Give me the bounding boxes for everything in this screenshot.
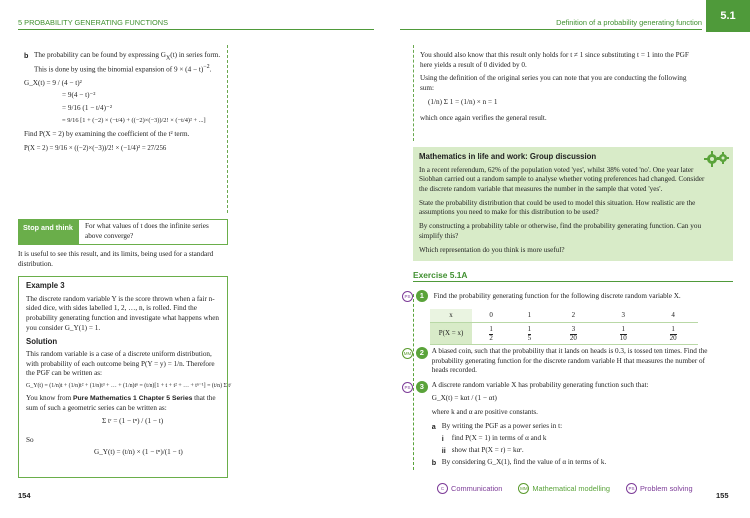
note-1: You should also know that this result only holds for t ≠ 1 since substituting t = 1 into the PGF here yields a result of 0 divided by 0. [420,51,689,69]
note-2: Using the definition of the original series you can note that you are conducting the following sum: [420,74,687,93]
so-text: So [26,436,34,445]
q2-number: 2 [416,347,428,359]
modelling-label: Mathematical modelling [532,483,610,493]
table-cell: 2 [548,309,598,323]
sum-eq: (1/n) Σ 1 = (1/n) × n = 1 [428,97,498,106]
q3-eq: G_X(t) = kαt / (1 − αt) [431,393,497,402]
q3-number: 3 [416,381,428,393]
table-cell: 1 [510,309,548,323]
table-cell: 3 [598,309,648,323]
q3-a-label: a [431,422,436,432]
result-eq: P(X = 2) = 9/16 × ((−2)×(−3))/2! × (−1/4)² = 27/256 [24,145,167,153]
modelling-badge: MM [402,348,413,359]
eq-gx: G_X(t) = 9 / (4 − t)² [24,78,82,87]
know-text-a: You know from [26,394,73,403]
communication-badge: C [437,483,448,494]
modelling-legend-badge: MM [518,483,529,494]
probability-table [430,309,698,345]
part-b-content [24,51,222,156]
q3-i-label: i [441,433,444,443]
table-label-x: x [430,309,472,323]
q3-i-text: find P(X = 1) in terms of α and k [451,433,547,442]
stop-think-text: For what values of t does the infinite series above converge? [85,222,209,240]
q3-text: A discrete random variable X has probability generating function such that: [431,381,649,389]
exercise-title: Exercise 5.1A [413,270,468,280]
life-content [419,152,711,255]
gears-icon [704,150,730,168]
page-number-left: 154 [18,491,31,500]
stop-think-box [18,219,228,245]
table-cell: $\frac{1}{5}$ [510,323,548,345]
know-text [26,394,222,413]
life-title: Mathematics in life and work: Group discussion [419,152,597,161]
part-b-text-c: . [209,64,212,73]
stop-think-label: Stop and think [19,220,79,244]
solution-title: Solution [26,337,58,347]
q3-where: where k and α are positive constants. [431,408,538,417]
example-title: Example 3 [26,281,65,290]
geo-eq: Σ tʳ = (1 − tⁿ) / (1 − t) [102,417,164,426]
part-b-label: b [24,51,29,60]
final-eq: G_Y(t) = (t/n) × (1 − tⁿ)/(1 − t) [94,447,183,456]
eq-factor: = 9/16 (1 − t/4)⁻² [62,104,112,113]
life-p2: State the probability distribution that could be used to model this situation. How realistic are the assumptions you need to make for this distribution to be used? [419,198,696,217]
table-cell: 4 [648,309,698,323]
header-rule-left [18,29,374,30]
q3 [402,381,720,468]
eq-power: = 9(4 − t)⁻² [62,91,96,100]
q1-text: Find the probability generating function for the following discrete random variable X. [433,292,681,300]
solution-text: This random variable is a case of a discrete uniform distribution, with probability of each outcome being P(Y = y) = 1/n. Therefore the PGF can be written as: [26,349,215,378]
q1 [402,290,732,302]
footer-legend [437,483,693,494]
header-rule-right [400,29,702,30]
gy-eq: G_Y(t) = (1/n)t + (1/n)t² + (1/n)t³ + … + (1/n)tⁿ = (t/n)[1 + t + t² + … + tⁿ⁻¹] = (t/n) Σ tʳ [26,383,232,390]
life-p1: In a recent referendum, 62% of the population voted 'yes', whilst 38% voted 'no'. One year later Siobhan carried out a random sample to analyse whether voting preferences had changed. Consider the discrete random variable that measures the number in the sample that voted 'yes'. [419,165,705,193]
problem-solving-label: Problem solving [640,483,693,493]
table-cell: $\frac{1}{20}$ [648,323,698,345]
q3-ii-label: ii [441,445,446,455]
find-text: Find P(X = 2) by examining the coefficient of the t² term. [24,130,190,139]
section-header: Definition of a probability generating function [556,18,702,27]
example-text: The discrete random variable Y is the score thrown when a fair n-sided dice, with sides labelled 1, 2, …, n, is rolled. Find the probability generating function and investigate what happens when you consider G_Y(1) = 1. [26,294,220,332]
q3-ii-text: show that P(X = r) = kαʳ. [451,445,524,454]
example-content [26,281,232,461]
problem-solving-badge: PS [402,291,413,302]
eq-expansion: = 9/16 [1 + (−2) × (−t/4) + ((−2)×(−3))/2! × (−t/4)² + ...] [62,116,206,124]
q2-text: A biased coin, such that the probability that it lands on heads is 0.3, is tossed ten times. Find the probability generating function for the discrete random variable H that measures the number of heads recorded. [431,347,708,375]
useful-text: It is useful to see this result, and its limits, being used for a standard distribution. [18,250,214,268]
q3-b-text: By considering G_X(1), find the value of α in terms of k. [441,458,607,467]
note-content [420,51,700,123]
part-b-sup: −2 [203,63,210,70]
communication-label: Communication [451,483,503,493]
table-cell: $\frac{1}{10}$ [598,323,648,345]
table-cell: $\frac{3}{20}$ [548,323,598,345]
exercise-rule [413,281,733,282]
q1-number: 1 [416,290,428,302]
q3-b-label: b [431,458,437,468]
chapter-header: 5 PROBABILITY GENERATING FUNCTIONS [18,18,169,27]
part-b-text-b: (t) in series form. This is done by using the binomial expansion of 9 × (4 − t) [34,51,221,73]
table-cell: $\frac{1}{2}$ [472,323,510,345]
life-p3: By constructing a probability table or otherwise, find the probability generating function. Can you simplify this? [419,222,702,240]
page-number-right: 155 [716,491,729,500]
note-3: which once again verifies the general result. [420,113,547,122]
section-tab: 5.1 [706,0,750,32]
know-text-ref: Pure Mathematics 1 Chapter 5 Series [73,395,193,403]
part-b-text: The probability can be found by expressing G [34,51,166,59]
know-text-c: that the sum of such a geometric series can be written as: [26,394,216,412]
part-b-sub: X [165,55,171,62]
life-p4: Which representation do you think is more useful? [419,245,565,254]
table-label-p: P(X = x) [430,323,472,345]
q3-a-text: By writing the PGF as a power series in t: [441,422,563,431]
q2 [402,347,720,376]
problem-solving-badge: PS [402,382,413,393]
table-cell: 0 [472,309,510,323]
problem-solving-legend-badge: PS [626,483,637,494]
